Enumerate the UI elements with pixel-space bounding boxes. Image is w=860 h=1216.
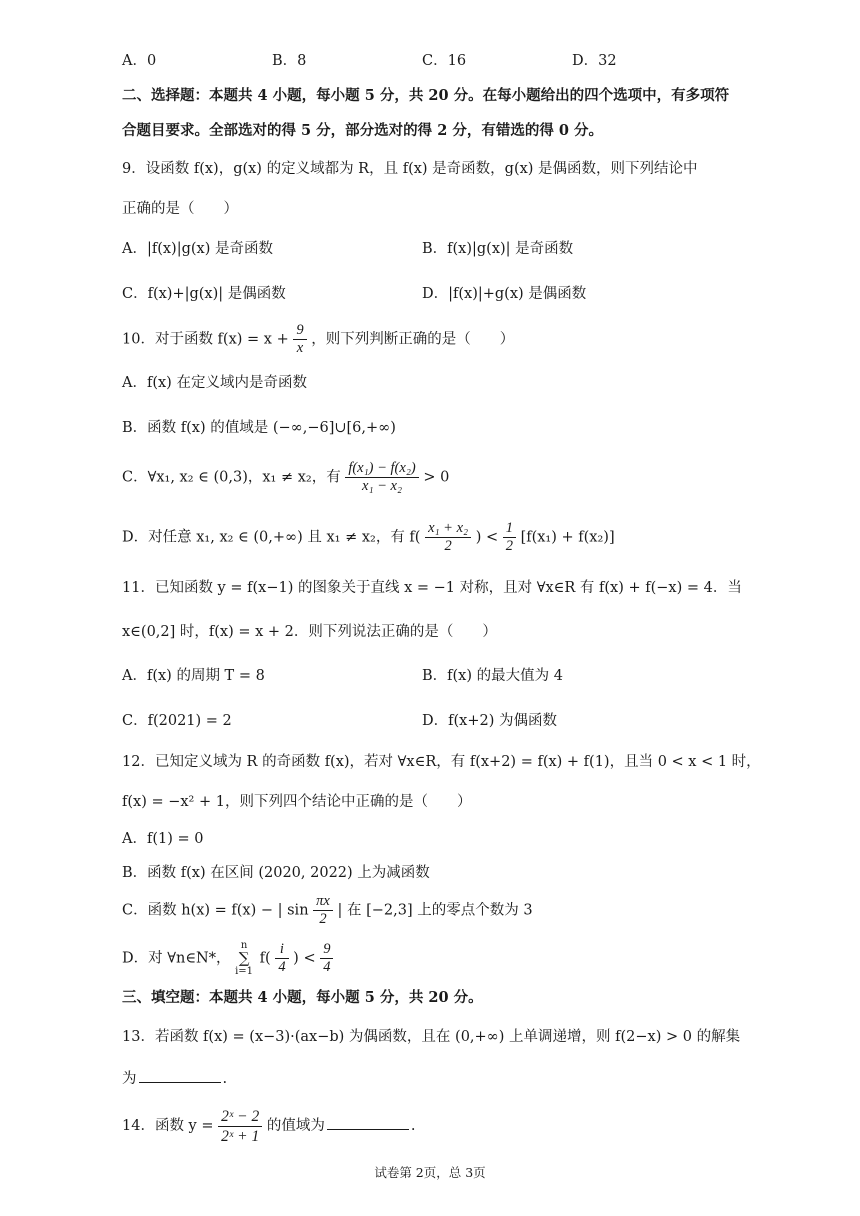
q12-option-d-num2: 9: [320, 941, 333, 959]
section2-heading-line2: 合题目要求。全部选对的得 5 分，部分选对的得 2 分，有错选的得 0 分。: [122, 122, 604, 139]
q10-option-c-num: f(x₁) − f(x₂): [345, 460, 418, 478]
q10-option-c-fraction: [345, 460, 418, 495]
q9-option-b: B．f(x)|g(x)| 是奇函数: [422, 241, 574, 257]
q12-option-d-pre: D．对 ∀n∈N*，: [122, 950, 231, 967]
q10-option-d-den: 2: [444, 538, 452, 554]
q8-option-c: C．16: [422, 53, 467, 69]
q12-option-c: [122, 893, 772, 928]
q11-option-d: D．f(x+2) 为偶函数: [422, 713, 557, 729]
q12-option-d-fraction: [275, 941, 288, 976]
q11-option-b: B．f(x) 的最大值为 4: [422, 668, 563, 684]
q12-option-d-fraction2: [320, 941, 333, 976]
q10-option-c-den: x₁ − x₂: [362, 478, 403, 494]
q14-pre: 14．函数 y =: [122, 1118, 214, 1134]
q8-option-d: D．32: [572, 53, 617, 69]
q12-option-b: B．函数 f(x) 在区间 (2020, 2022) 上为减函数: [122, 865, 430, 881]
q10-option-c-pre: C．∀x₁, x₂ ∈ (0,3)，x₁ ≠ x₂，有: [122, 469, 341, 486]
q10-option-d-half-den: 2: [505, 538, 513, 554]
section2-heading-line1: 二、选择题：本题共 4 小题，每小题 5 分，共 20 分。在每小题给出的四个选项中，有多项符: [122, 87, 730, 104]
q12-stem-line2: f(x) = −x² + 1，则下列四个结论中正确的是（ ）: [122, 794, 472, 810]
q10-option-d: [122, 520, 772, 555]
q10-option-d-half-num: 1: [503, 520, 516, 538]
q10-option-a: A．f(x) 在定义域内是奇函数: [122, 375, 307, 391]
q10-option-b: B．函数 f(x) 的值域是 (−∞,−6]∪[6,+∞): [122, 420, 396, 436]
q13-answer-blank[interactable]: [139, 1068, 221, 1083]
q12-option-c-num: πx: [313, 893, 333, 911]
section3-heading: 三、填空题：本题共 4 小题，每小题 5 分，共 20 分。: [122, 989, 483, 1006]
q10-stem-pre: 10．对于函数 f(x) = x +: [122, 331, 289, 348]
q9-option-c: C．f(x)+|g(x)| 是偶函数: [122, 286, 286, 302]
q14-answer-blank[interactable]: [327, 1115, 409, 1130]
q10-option-c-post: > 0: [423, 469, 450, 486]
q14-fraction-den: 2ˣ + 1: [221, 1127, 260, 1145]
q14-fraction-num: 2ˣ − 2: [218, 1107, 262, 1127]
q12-sum-bottom: i=1: [235, 966, 254, 977]
q9-stem-line1: 9．设函数 f(x)，g(x) 的定义域都为 R，且 f(x) 是奇函数，g(x) 是偶函数，则下列结论中: [122, 161, 698, 177]
q10-fraction-den: x: [296, 340, 304, 356]
q10-option-d-post: [f(x₁) + f(x₂)]: [520, 529, 615, 546]
q12-option-c-pre: C．函数 h(x) = f(x) − | sin: [122, 902, 309, 919]
q14-end: .: [410, 1118, 416, 1134]
q13-post: .: [222, 1071, 228, 1087]
q10-stem: [122, 322, 772, 357]
q12-option-d: [122, 940, 772, 977]
q12-sum: [235, 940, 253, 977]
q9-option-d: D．|f(x)|+g(x) 是偶函数: [422, 286, 587, 302]
q12-option-d-mid2: ) <: [293, 950, 316, 967]
q12-option-d-mid: f(: [259, 950, 271, 967]
q10-option-d-num: x₁ + x₂: [425, 520, 471, 538]
q10-option-c: [122, 460, 772, 495]
q12-sum-top: n: [240, 940, 248, 951]
q12-option-c-post: | 在 [−2,3] 上的零点个数为 3: [337, 902, 533, 919]
q14-post: 的值域为: [266, 1118, 325, 1134]
q10-option-d-half: [503, 520, 516, 555]
q12-option-d-num: i: [275, 941, 288, 959]
q12-option-d-den2: 4: [323, 959, 331, 975]
q12-option-c-den: 2: [319, 911, 327, 927]
q12-sum-symbol: ∑: [238, 949, 250, 967]
q13-stem-line1: 13．若函数 f(x) = (x−3)·(ax−b) 为偶函数，且在 (0,+∞) 上单调递增，则 f(2−x) > 0 的解集: [122, 1029, 741, 1045]
q10-option-d-pre: D．对任意 x₁, x₂ ∈ (0,+∞) 且 x₁ ≠ x₂，有 f(: [122, 529, 421, 546]
q11-option-a: A．f(x) 的周期 T = 8: [122, 668, 265, 684]
q13-stem-line2: [122, 1068, 772, 1090]
q9-stem-line2: 正确的是（ ）: [122, 201, 238, 217]
q11-option-c: C．f(2021) = 2: [122, 713, 232, 729]
page-footer: 试卷第 2页，总 3页: [374, 1165, 486, 1180]
q10-option-d-fraction: [425, 520, 471, 555]
q12-option-c-fraction: [313, 893, 333, 928]
q14-stem: [122, 1106, 772, 1146]
q14-fraction: [218, 1107, 262, 1146]
q12-stem-line1: 12．已知定义域为 R 的奇函数 f(x)，若对 ∀x∈R，有 f(x+2) = f(x) + f(1)，且当 0 < x < 1 时，: [122, 754, 761, 770]
q9-option-a: A．|f(x)|g(x) 是奇函数: [122, 241, 273, 257]
q10-fraction-num: 9: [293, 322, 306, 340]
q10-fraction: [293, 322, 306, 357]
q11-stem-line1: 11．已知函数 y = f(x−1) 的图象关于直线 x = −1 对称，且对 ∀x∈R 有 f(x) + f(−x) = 4．当: [122, 580, 742, 596]
q10-option-d-mid: ) <: [475, 529, 499, 546]
q12-option-d-den: 4: [278, 959, 286, 975]
q13-pre: 为: [122, 1071, 137, 1087]
q11-stem-line2: x∈(0,2] 时，f(x) = x + 2．则下列说法正确的是（ ）: [122, 624, 497, 640]
q10-stem-post: ，则下列判断正确的是（ ）: [311, 331, 515, 348]
q8-option-a: A．0: [122, 53, 157, 69]
q8-option-b: B．8: [272, 53, 307, 69]
q12-option-a: A．f(1) = 0: [122, 831, 204, 847]
